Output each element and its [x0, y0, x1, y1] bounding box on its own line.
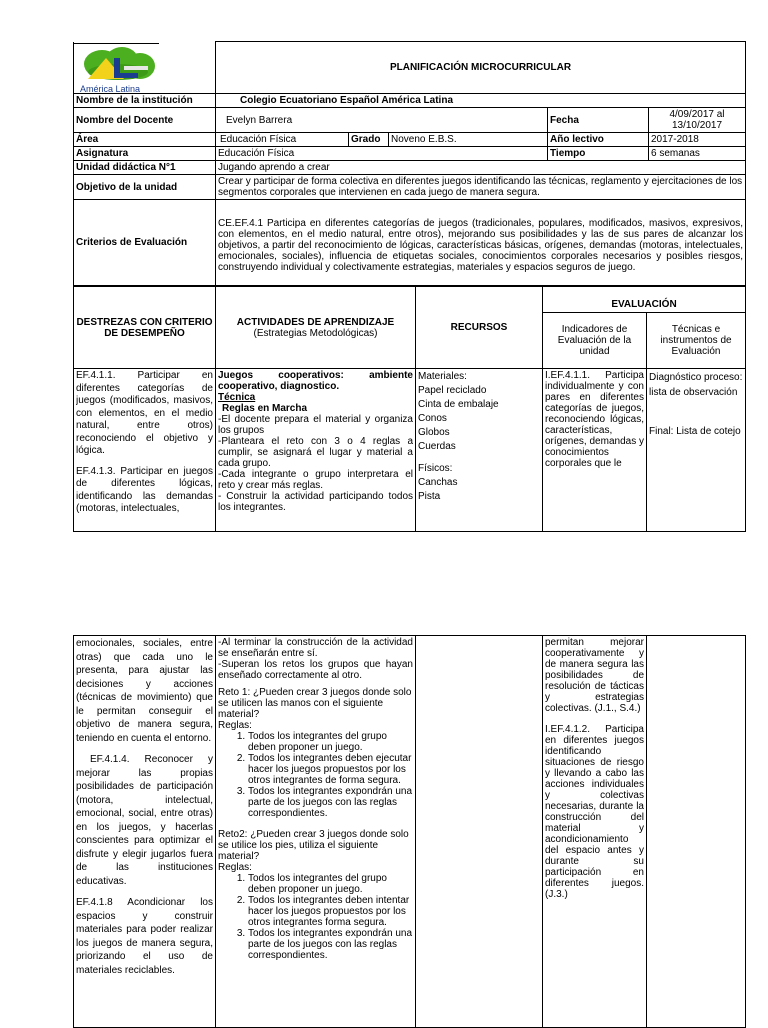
- fecha-label: Fecha: [548, 108, 649, 133]
- rule-item: 1. Todos los integrantes del grupo deben proponer un juego.: [248, 731, 413, 753]
- recursos-cell-2: [416, 636, 543, 1028]
- evaluacion-header: EVALUACIÓN: [543, 287, 746, 313]
- recurso-item: Globos: [418, 427, 450, 438]
- page-title: PLANIFICACIÓN MICROCURRICULAR: [216, 42, 746, 94]
- destreza-4-1-3: EF.4.1.3. Participar en juegos de diferentes lógicas, identificando las demandas (motoras, intelectuales,: [76, 465, 213, 514]
- tecnicas-cell-2: [647, 636, 746, 1028]
- logo-cell: [74, 42, 216, 94]
- rule-item: 1. Todos los integrantes del grupo deben proponer un juego.: [248, 873, 413, 895]
- activities-table: [73, 286, 746, 532]
- destrezas-cell-1: [74, 369, 216, 532]
- destreza-4-1-8: EF.4.1.8 Acondicionar los espacios y construir materiales para poder realizar los juegos de manera segura, priorizando el uso de materiales reciclables.: [76, 897, 213, 976]
- fecha-value: 4/09/2017 al 13/10/2017: [649, 108, 746, 133]
- reglas-label: Reglas:: [218, 862, 252, 873]
- institucion-value: Colegio Ecuatoriano Español América Latina: [216, 94, 746, 108]
- actividades-subtitle: (Estrategias Metodológicas): [253, 327, 378, 339]
- reto-2: Reto2: ¿Pueden crear 3 juegos donde solo se utilice los pies, utiliza el siguiente material?: [218, 829, 409, 862]
- tiempo-label: Tiempo: [548, 147, 649, 161]
- criterios-value: CE.EF.4.1 Participa en diferentes categorías de juegos (tradicionales, populares, modificados, masivos, expresivos, con elementos, en el medio natural, entre otros), mejorando sus posibilidades y las de sus pares de alcanzar los objetivos, a partir del reconocimiento de lógicas, características básicas, orígenes, demandas (motoras, intelectuales, emocionales, sociales), influencia de etiquetas sociales, conocimientos corporales necesarios y posibles riesgos, construyendo individual y colectivamente estrategias, materiales y espacios seguros de juego.: [216, 200, 746, 286]
- indicadores-cell-1: [543, 369, 647, 532]
- docente-label: Nombre del Docente: [74, 108, 216, 133]
- destrezas-header: DESTREZAS CON CRITERIO DE DESEMPEÑO: [74, 287, 216, 369]
- objetivo-label: Objetivo de la unidad: [74, 175, 216, 200]
- indicador-continued: permitan mejorar cooperativamente y de manera segura las posibilidades de resolución de tácticas y estrategias colectivas. (J.1., S.4.): [545, 637, 644, 714]
- header-table: [73, 41, 746, 286]
- activities-table-continued: [73, 635, 746, 1028]
- asignatura-label: Asignatura: [74, 147, 216, 161]
- actividad-line: -El docente prepara el material y organiza los grupos: [218, 414, 413, 436]
- actividades-cell-1: [216, 369, 416, 532]
- recurso-item: Físicos:: [418, 463, 453, 474]
- unidad-label: Unidad didáctica N°1: [74, 161, 216, 175]
- actividad-reglas: Reglas en Marcha: [222, 403, 308, 414]
- rule-item: 3. Todos los integrantes expondrán una parte de los juegos con las reglas correspondientes.: [248, 786, 413, 819]
- grado-value: Noveno E.B.S.: [389, 133, 548, 147]
- actividad-title: Juegos cooperativos: ambiente cooperativo, diagnostico.: [218, 370, 413, 392]
- actividad-line: -Planteara el reto con 3 o 4 reglas a cumplir, se asignará el lugar y material a cada grupo.: [218, 436, 413, 469]
- reto-1: Reto 1: ¿Pueden crear 3 juegos donde solo se utilicen las manos con el siguiente material?: [218, 687, 412, 720]
- docente-value: Evelyn Barrera: [216, 108, 548, 133]
- destreza-continued: emocionales, sociales, entre otras) que cada uno le presenta, para ajustar las decisiones y acciones (técnicas de movimiento) que le permitan conseguir el objetivo de manera segura, teniendo en cuenta el entorno.: [76, 638, 213, 744]
- reglas-label: Reglas:: [218, 720, 252, 731]
- grado-label: Grado: [349, 133, 389, 147]
- rule-item: 3. Todos los integrantes expondrán una parte de los juegos con las reglas correspondientes.: [248, 928, 413, 961]
- recurso-item: Materiales:: [418, 371, 467, 382]
- tecnicas-cell-1: [647, 369, 746, 532]
- recurso-item: Cinta de embalaje: [418, 399, 499, 410]
- planning-page-1: [73, 41, 745, 532]
- recursos-header: RECURSOS: [416, 287, 543, 369]
- actividad-line: - Construir la actividad participando todos los integrantes.: [218, 491, 413, 513]
- recurso-item: Pista: [418, 491, 441, 502]
- objetivo-value: Crear y participar de forma colectiva en diferentes juegos identificando las técnicas, reglamento y ejercitaciones de los segmentos corporales que intervienen en cada juego de manera segura.: [216, 175, 746, 200]
- tiempo-value: 6 semanas: [649, 147, 746, 161]
- destreza-4-1-1: EF.4.1.1. Participar en diferentes categorías de juegos (modificados, masivos, con elementos, en el medio natural, entre otros) reconociendo el objetivo y lógica.: [76, 370, 213, 456]
- indicadores-header: Indicadores de Evaluación de la unidad: [543, 313, 647, 369]
- actividades-cell-2: [216, 636, 416, 1028]
- planning-page-2: [73, 635, 745, 1028]
- actividad-line: -Cada integrante o grupo interpretara el reto y crear más reglas.: [218, 469, 413, 491]
- indicador-4-1-2: I.EF.4.1.2. Participa en diferentes juegos identificando situaciones de riesgo y llevando a cabo las acciones individuales y colectivas necesarias, durante la construcción del material y acondicionamiento del espacio antes y durante su participación en diferentes juegos. (J.3.): [545, 724, 644, 900]
- actividad-tecnica: Técnica: [218, 392, 256, 403]
- anio-value: 2017-2018: [649, 133, 746, 147]
- tecnica-diagnostico: Diagnóstico proceso: lista de observación: [649, 372, 743, 398]
- recursos-cell-1: [416, 369, 543, 532]
- anio-label: Año lectivo: [548, 133, 649, 147]
- actividad-intro: -Al terminar la construcción de la actividad se enseñarán entre sí.: [218, 637, 413, 659]
- destreza-4-1-4: EF.4.1.4. Reconocer y mejorar las propias posibilidades de participación (motora, intelectual, emocional, social, entre otras) en los juegos, y hacerlas conscientes para optimizar el disfrute y elegir jugarlos fuera de las instituciones educativas.: [76, 754, 213, 887]
- reto-1-rules: [218, 731, 413, 819]
- area-value: Educación Física: [216, 133, 349, 147]
- rule-item: 2. Todos los integrantes deben ejecutar hacer los juegos propuestos por los otros integrantes de forma segura.: [248, 753, 413, 786]
- actividades-header: [216, 287, 416, 369]
- destrezas-cell-2: [74, 636, 216, 1028]
- asignatura-value: Educación Física: [216, 147, 548, 161]
- reto-2-rules: [218, 873, 413, 961]
- actividades-title: ACTIVIDADES DE APRENDIZAJE: [236, 316, 395, 328]
- indicadores-cell-2: [543, 636, 647, 1028]
- tecnica-final: Final: Lista de cotejo: [649, 426, 741, 437]
- criterios-label: Criterios de Evaluación: [74, 200, 216, 286]
- logo-text: América Latina: [80, 84, 141, 94]
- recurso-item: Conos: [418, 413, 447, 424]
- school-logo-icon: [78, 46, 158, 86]
- actividad-intro-2: -Superan los retos los grupos que hayan enseñado correctamente al otro.: [218, 659, 413, 681]
- rule-item: 2. Todos los integrantes deben intentar hacer los juegos propuestos por los otros integrantes forma segura.: [248, 895, 413, 928]
- tecnicas-header: Técnicas e instrumentos de Evaluación: [647, 313, 746, 369]
- unidad-value: Jugando aprendo a crear: [216, 161, 746, 175]
- recurso-item: Papel reciclado: [418, 385, 487, 396]
- area-label: Área: [74, 133, 216, 147]
- indicador-4-1-1: I.EF.4.1.1. Participa individualmente y con pares en diferentes categorías de juegos, reconociendo lógicas, características, orígenes, demandas y conocimientos corporales que le: [545, 370, 644, 469]
- institucion-label: Nombre de la institución: [74, 94, 216, 108]
- recurso-item: Canchas: [418, 477, 458, 488]
- recurso-item: Cuerdas: [418, 441, 456, 452]
